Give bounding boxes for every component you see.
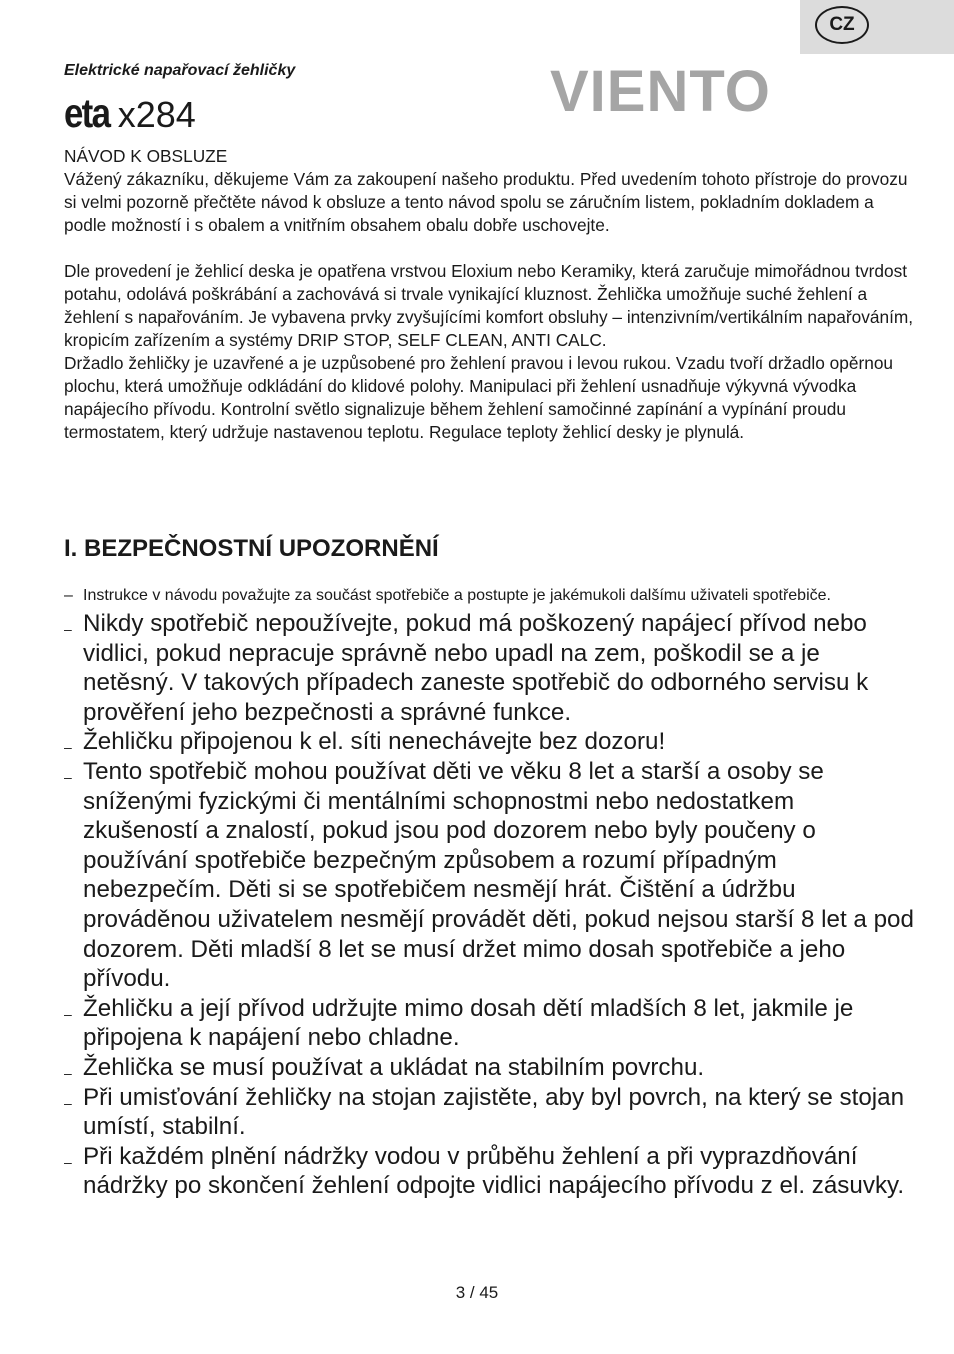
- list-item: [64, 727, 914, 757]
- dash-bullet: –: [64, 1094, 72, 1111]
- list-item-text: Při umisťování žehličky na stojan zajistěte, aby byl povrch, na který se stojan umístí, stabilní.: [83, 1083, 905, 1141]
- dash-bullet: –: [64, 1153, 72, 1170]
- list-item: [64, 994, 914, 1053]
- manual-heading: NÁVOD K OBSLUZE: [64, 146, 228, 166]
- language-badge: CZ: [815, 6, 869, 44]
- list-item: [64, 1142, 914, 1201]
- dash-bullet: –: [64, 768, 72, 785]
- list-item-text: Nikdy spotřebič nepoužívejte, pokud má poškozený napájecí přívod nebo vidlici, pokud nepracuje správně nebo upadl na zem, poškodil se a je netěsný. V takových případech zaneste spotřebič do odborného servisu k prověření jeho bezpečnosti a správné funkce.: [83, 610, 869, 726]
- dash-bullet: –: [64, 1005, 72, 1022]
- dash-bullet: –: [64, 587, 73, 604]
- language-tab: [800, 0, 954, 54]
- model-number: x284: [117, 94, 196, 135]
- dash-bullet: –: [64, 621, 72, 637]
- list-item: [64, 1053, 914, 1083]
- list-item: [64, 584, 914, 607]
- list-item-text: Při každém plnění nádržky vodou v průběhu žehlení a při vyprazdňování nádržky po skončení žehlení odpojte vidlici napájecího přívodu z el. zásuvky.: [83, 1142, 905, 1200]
- list-item-text: Žehličku připojenou k el. síti nenechávejte bez dozoru!: [83, 728, 666, 756]
- list-item-text: Žehlička se musí používat a ukládat na stabilním povrchu.: [83, 1053, 705, 1081]
- list-item: [64, 757, 914, 994]
- brand-logo: eta: [64, 90, 110, 136]
- intro-paragraph: Vážený zákazníku, děkujeme Vám za zakoupení našeho produktu. Před uvedením tohoto přístroje do provozu si velmi pozorně přečtěte návod k obsluze a tento návod spolu se záručním listem, pokladním dokladem a podle možností i s obalem a vnitřním obsahem obalu dobře uschovejte.: [64, 169, 908, 235]
- page-number: 3 / 45: [455, 1283, 499, 1302]
- list-item-text: Žehličku a její přívod udržujte mimo dosah dětí mladších 8 let, jakmile je připojena k napájení nebo chladne.: [83, 994, 854, 1052]
- intro-paragraph: Držadlo žehličky je uzavřené a je uzpůsobené pro žehlení pravou i levou rukou. Vzadu tvoří držadlo opěrnou plochu, která umožňuje odkládání do klidové polohy. Manipulaci při žehlení usnadňuje výkyvná vývodka napájecího přívodu. Kontrolní světlo signalizuje během žehlení samočinné zapínání a vypínání proudu termostatem, který udržuje nastavenou teplotu. Regulace teploty žehlicí desky je plynulá.: [64, 353, 894, 442]
- section-title: I. BEZPEČNOSTNÍ UPOZORNĚNÍ: [64, 535, 439, 562]
- intro-section: [64, 145, 914, 444]
- dash-bullet: –: [64, 1064, 72, 1081]
- list-item-text: Instrukce v návodu považujte za součást spotřebiče a postupte je jakémukoli dalšímu uživateli spotřebiče.: [83, 587, 831, 604]
- list-item-text: Tento spotřebič mohou používat děti ve věku 8 let a starší a osoby se sníženými fyzickými či mentálními schopnostmi nebo nedostatkem zkušeností a znalostí, pokud jsou pod dozorem nebo byly poučeny o používání spotřebiče bezpečným způsobem a rozumí případným nebezpečím. Děti si se spotřebičem nesmějí hrát. Čištění a údržbu prováděnou uživatelem nesmějí provádět děti, pokud nejsou starší 8 let a pod dozorem. Děti mladší 8 let se musí držet mimo dosah spotřebiče a jeho přívodu.: [83, 757, 914, 993]
- product-name: VIENTO: [550, 59, 771, 124]
- safety-list: [64, 584, 914, 1201]
- intro-paragraph: Dle provedení je žehlicí deska je opatřena vrstvou Eloxium nebo Keramiky, která zaručuje mimořádnou tvrdost potahu, odolává poškrábání a zachovává si trvale vynikající kluznost. Žehlička umožňuje suché žehlení a žehlení s napařováním. Je vybavena prvky zvyšujícími komfort obsluhy – intenzivním/vertikálním napařováním, kropicím zařízením a systémy DRIP STOP, SELF CLEAN, ANTI CALC.: [64, 261, 914, 350]
- dash-bullet: –: [64, 739, 72, 756]
- list-item: [64, 1083, 914, 1142]
- list-item: [64, 609, 914, 727]
- product-category: Elektrické napařovací žehličky: [64, 62, 296, 79]
- brand-model-row: [64, 90, 196, 140]
